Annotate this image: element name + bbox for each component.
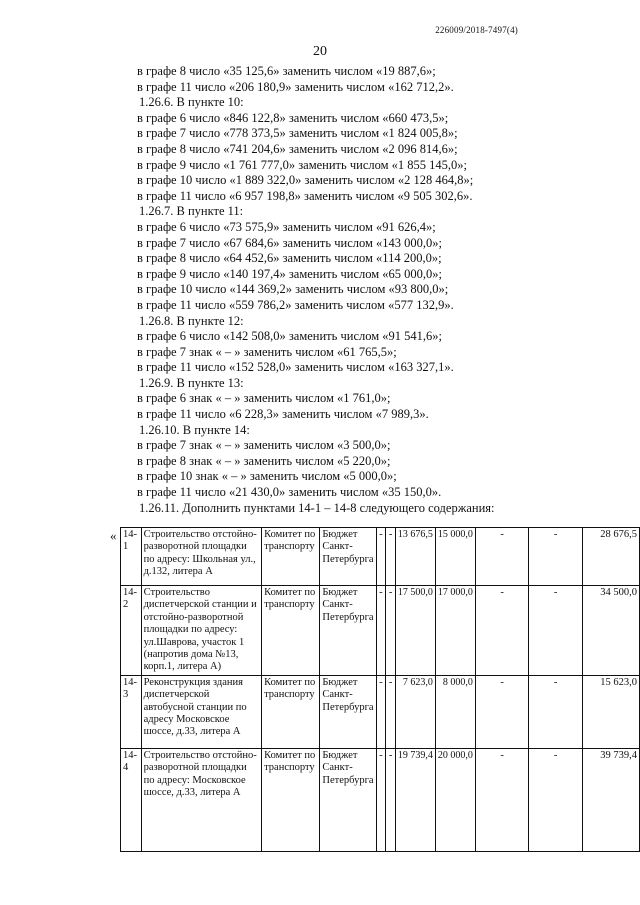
amendment-line: в графе 11 число «21 430,0» заменить числом «35 150,0». (137, 485, 442, 500)
amendment-line: в графе 7 знак « – » заменить числом «3 500,0»; (137, 438, 391, 453)
value-cell: - (475, 586, 528, 676)
section-heading: 1.26.6. В пункте 10: (139, 95, 244, 110)
project-name: Строительство диспетчерской станции и отстойно-разворотной площадки по адресу: ул.Шаврова, участок 1 (напротив дома №13, корп.1, литера А) (141, 586, 262, 676)
value-cell: - (475, 528, 528, 586)
executor: Комитет по транспорту (262, 528, 320, 586)
amendment-line: в графе 8 число «64 452,6» заменить числом «114 200,0»; (137, 251, 442, 266)
value-cell: 15 000,0 (435, 528, 475, 586)
amendment-line: в графе 6 число «142 508,0» заменить числом «91 541,6»; (137, 329, 443, 344)
value-cell: 8 000,0 (435, 675, 475, 748)
section-heading: 1.26.8. В пункте 12: (139, 313, 244, 328)
value-cell: - (529, 675, 582, 748)
project-name: Строительство отстойно-разворотной площадки по адресу: Школьная ул., д.132, литера А (141, 528, 262, 586)
value-cell: 20 000,0 (435, 748, 475, 851)
table-row (121, 586, 640, 676)
funding-source: Бюджет Санкт-Петербурга (320, 586, 376, 676)
table-row (121, 528, 640, 586)
amendment-line: в графе 9 число «140 197,4» заменить числом «65 000,0»; (137, 266, 443, 281)
project-name: Строительство отстойно-разворотной площадки по адресу: Московское шоссе, д.33, литера А (141, 748, 262, 851)
value-cell: - (529, 748, 582, 851)
funding-source: Бюджет Санкт-Петербурга (320, 675, 376, 748)
amendment-line: в графе 7 число «778 373,5» заменить числом «1 824 005,8»; (137, 126, 458, 141)
page-number: 20 (313, 44, 327, 59)
value-cell: 17 000,0 (435, 586, 475, 676)
opening-quote: « (110, 528, 117, 543)
executor: Комитет по транспорту (262, 675, 320, 748)
row-number: 14-3 (121, 675, 142, 748)
amendment-line: в графе 7 знак « – » заменить числом «61 765,5»; (137, 344, 397, 359)
amendment-line: в графе 11 число «206 180,9» заменить числом «162 712,2». (137, 79, 454, 94)
value-cell: - (529, 586, 582, 676)
amendment-line: в графе 10 число «144 369,2» заменить числом «93 800,0»; (137, 282, 449, 297)
row-number: 14-2 (121, 586, 142, 676)
total-cell: 34 500,0 (582, 586, 639, 676)
amendment-line: в графе 11 число «152 528,0» заменить числом «163 327,1». (137, 360, 454, 375)
table-row (121, 675, 640, 748)
value-cell: - (475, 675, 528, 748)
section-heading: 1.26.11. Дополнить пунктами 14-1 – 14-8 следующего содержания: (139, 500, 495, 515)
total-cell: 28 676,5 (582, 528, 639, 586)
value-cell: - (386, 586, 396, 676)
value-cell: 19 739,4 (395, 748, 435, 851)
executor: Комитет по транспорту (262, 586, 320, 676)
amendment-line: в графе 8 знак « – » заменить числом «5 220,0»; (137, 453, 391, 468)
table-row (121, 748, 640, 851)
amendment-line: в графе 9 число «1 761 777,0» заменить числом «1 855 145,0»; (137, 157, 468, 172)
value-cell: 7 623,0 (395, 675, 435, 748)
amendment-line: в графе 6 число «846 122,8» заменить числом «660 473,5»; (137, 110, 449, 125)
row-number: 14-4 (121, 748, 142, 851)
section-heading: 1.26.10. В пункте 14: (139, 422, 250, 437)
amendment-line: в графе 10 число «1 889 322,0» заменить числом «2 128 464,8»; (137, 173, 474, 188)
total-cell: 39 739,4 (582, 748, 639, 851)
row-number: 14-1 (121, 528, 142, 586)
funding-source: Бюджет Санкт-Петербурга (320, 748, 376, 851)
value-cell: - (386, 675, 396, 748)
value-cell: - (386, 528, 396, 586)
value-cell: - (376, 748, 386, 851)
amendment-line: в графе 11 число «6 228,3» заменить числом «7 989,3». (137, 407, 429, 422)
amendment-line: в графе 11 число «6 957 198,8» заменить числом «9 505 302,6». (137, 188, 473, 203)
document-id: 226009/2018-7497(4) (435, 25, 518, 35)
section-heading: 1.26.9. В пункте 13: (139, 375, 244, 390)
amendment-line: в графе 8 число «741 204,6» заменить числом «2 096 814,6»; (137, 141, 458, 156)
value-cell: - (475, 748, 528, 851)
amendment-line: в графе 6 число «73 575,9» заменить числом «91 626,4»; (137, 219, 436, 234)
projects-table (120, 527, 640, 852)
amendment-line: в графе 8 число «35 125,6» заменить числом «19 887,6»; (137, 64, 436, 78)
amendment-line: в графе 7 число «67 684,6» заменить числом «143 000,0»; (137, 235, 443, 250)
section-heading: 1.26.7. В пункте 11: (139, 204, 244, 219)
amendment-line: в графе 11 число «559 786,2» заменить числом «577 132,9». (137, 297, 454, 312)
value-cell: 13 676,5 (395, 528, 435, 586)
value-cell: - (529, 528, 582, 586)
amendment-line: в графе 6 знак « – » заменить числом «1 761,0»; (137, 391, 391, 406)
project-name: Реконструкция здания диспетчерской автобусной станции по адресу Московское шоссе, д.33, литера А (141, 675, 262, 748)
value-cell: - (376, 675, 386, 748)
amendment-line: в графе 10 знак « – » заменить числом «5 000,0»; (137, 469, 397, 484)
funding-source: Бюджет Санкт-Петербурга (320, 528, 376, 586)
amendment-text (137, 64, 567, 516)
total-cell: 15 623,0 (582, 675, 639, 748)
value-cell: - (386, 748, 396, 851)
value-cell: - (376, 528, 386, 586)
value-cell: 17 500,0 (395, 586, 435, 676)
executor: Комитет по транспорту (262, 748, 320, 851)
value-cell: - (376, 586, 386, 676)
